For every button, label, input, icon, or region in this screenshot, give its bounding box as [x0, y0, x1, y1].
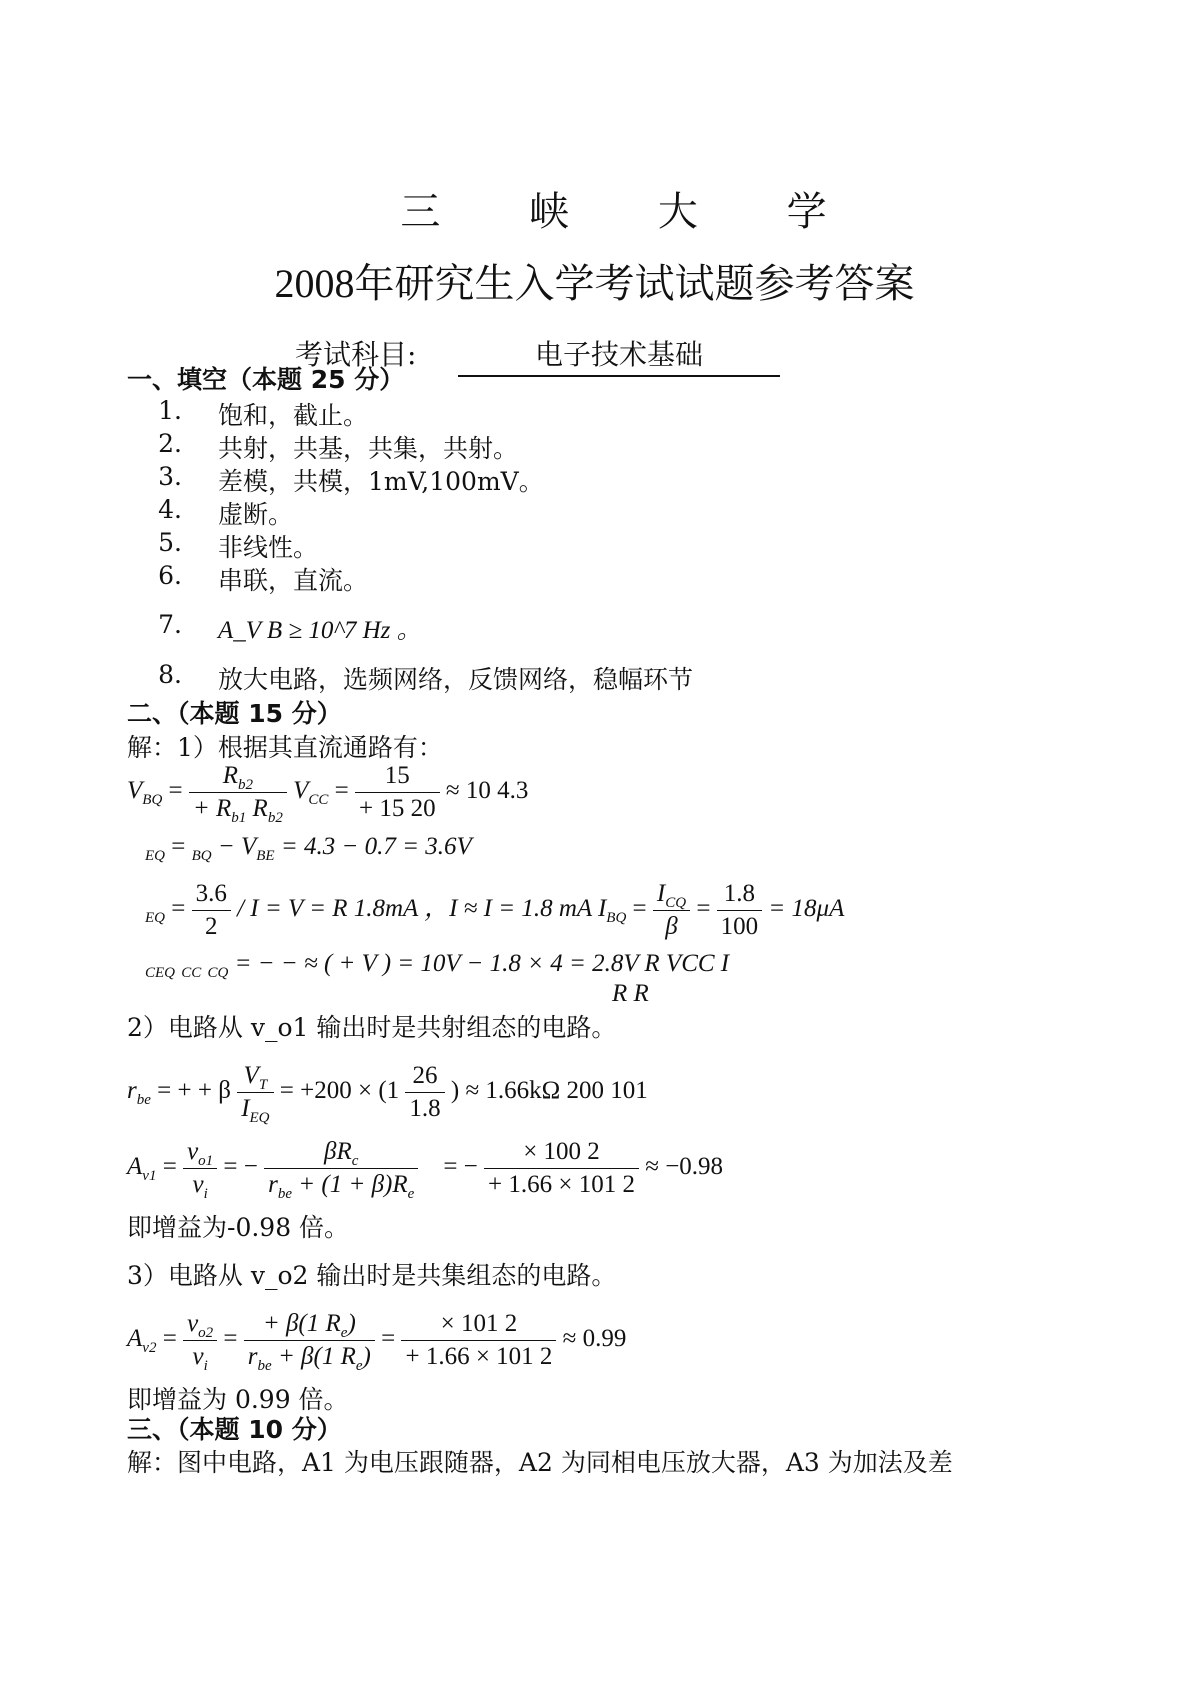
item-text: A_V B ≥ 10^7 Hz 。: [218, 617, 422, 644]
formula-vbq: $V_{BQ}$ = $\frac{R_{b2}}{+ R_{b1} R_{b2}}$ $V_{CC}$ = $\frac{15}{+ 15 20}$ ≈ 10 4.3: [127, 762, 529, 826]
item-text: 放大电路，选频网络，反馈网络，稳幅环节: [218, 665, 694, 694]
fraction: $\frac{\beta R_c}{r_{be} + (1 + \beta)R_e}$: [264, 1138, 418, 1199]
item-number: 5.: [158, 528, 182, 557]
fraction: $\frac{\times 100 2}{+ 1.66 \times 101 2}$: [484, 1138, 639, 1199]
item-number: 2.: [158, 429, 182, 458]
section2-heading: 二、（本题 15 分）: [127, 699, 342, 728]
section1-heading: 一、填空（本题 25 分）: [127, 365, 405, 394]
fraction: $\frac{15}{+ 15 20}$: [355, 762, 440, 823]
item-text: 共射，共基，共集，共射。: [218, 434, 519, 463]
fraction: $\frac{+ \beta(1 R_e)}{r_{be} + \beta(1 R_e)}$: [244, 1310, 375, 1371]
subject-value: 电子技术基础: [458, 333, 780, 377]
part3-text: 3）电路从 v_o2 输出时是共集组态的电路。: [127, 1261, 617, 1290]
fraction: $\frac{I_{CQ}}{\beta}$: [653, 880, 690, 941]
item-text: 非线性。: [218, 533, 319, 562]
part2-text: 2）电路从 v_o1 输出时是共射组态的电路。: [127, 1013, 617, 1042]
school-name: 三 峡 大 学: [400, 189, 865, 235]
item-number: 8.: [158, 660, 182, 689]
fraction: $\frac{R_{b2}}{+ R_{b1} R_{b2}}$: [189, 762, 287, 823]
fraction: $\frac{3.6}{2}$: [192, 880, 231, 941]
item-text: 饱和，截止。: [218, 401, 369, 430]
formula-vceq: $_{CEQ}$ $_{CC}$ $_{CQ}$ = − − ≈ ( + V ) = 10V − 1.8 × 4 = 2.8V R VCC I: [145, 950, 730, 981]
fraction: $\frac{V_T}{I_{EQ}}$: [237, 1062, 273, 1123]
item-number: 1.: [158, 396, 182, 425]
formula-ieq: $_{EQ}$ = $\frac{3.6}{2}$ / I = V = R 1.8mA ，I ≈ I = 1.8 mA $I_{BQ}$ = $\frac{I_{CQ}}{\beta}$ = $\frac{1.8}{100}$ = 18μA: [145, 880, 845, 940]
fraction: $\frac{v_{o1}}{v_i}$: [183, 1138, 217, 1199]
fraction: $\frac{26}{1.8}$: [405, 1062, 444, 1123]
item-number: 6.: [158, 561, 182, 590]
fraction: $\frac{v_{o2}}{v_i}$: [183, 1310, 217, 1371]
section2-intro: 解：1）根据其直流通路有：: [127, 733, 443, 762]
formula-veq: $_{EQ} = _{BQ} - V_{BE} = 4.3 - 0.7 = 3.6V$: [145, 833, 472, 864]
item-text: 差模，共模，1mV,100mV。: [218, 467, 544, 496]
exam-title: 2008年研究生入学考试试题参考答案: [274, 261, 915, 306]
gain2-text: 即增益为 0.99 倍。: [127, 1385, 349, 1414]
item-number: 7.: [158, 610, 182, 639]
gain1-text: 即增益为-0.98 倍。: [127, 1213, 350, 1242]
item-text: 虚断。: [218, 500, 294, 529]
item-number: 4.: [158, 495, 182, 524]
item-number: 3.: [158, 462, 182, 491]
formula-av1: $A_{v1}$ = $\frac{v_{o1}}{v_i}$ = − $\frac{\beta R_c}{r_{be} + (1 + \beta)R_e}$ = − $\frac{\times 100 2}{+ 1.66 \times 101 2}$ ≈ −0.98: [127, 1138, 724, 1202]
section3-heading: 三、（本题 10 分）: [127, 1415, 342, 1444]
subject-label: 考试科目:: [295, 338, 417, 371]
section3-text: 解：图中电路，A1 为电压跟随器，A2 为同相电压放大器，A3 为加法及差: [127, 1448, 953, 1477]
fraction: $\frac{\times 101 2}{+ 1.66 \times 101 2}$: [401, 1310, 556, 1371]
item-text: 串联，直流。: [218, 566, 369, 595]
formula-av2: $A_{v2}$ = $\frac{v_{o2}}{v_i}$ = $\frac{+ \beta(1 R_e)}{r_{be} + \beta(1 R_e)}$ = $\frac{\times 101 2}{+ 1.66 \times 101 2}$ ≈ 0.99: [127, 1310, 627, 1374]
formula-vceq-line2: R R: [612, 980, 649, 1007]
fraction: $\frac{1.8}{100}$: [717, 880, 763, 941]
formula-rbe: $r_{be}$ = + + β $\frac{V_T}{I_{EQ}}$ = +200 × (1 $\frac{26}{1.8}$ ) ≈ 1.66kΩ 200 101: [127, 1062, 648, 1126]
